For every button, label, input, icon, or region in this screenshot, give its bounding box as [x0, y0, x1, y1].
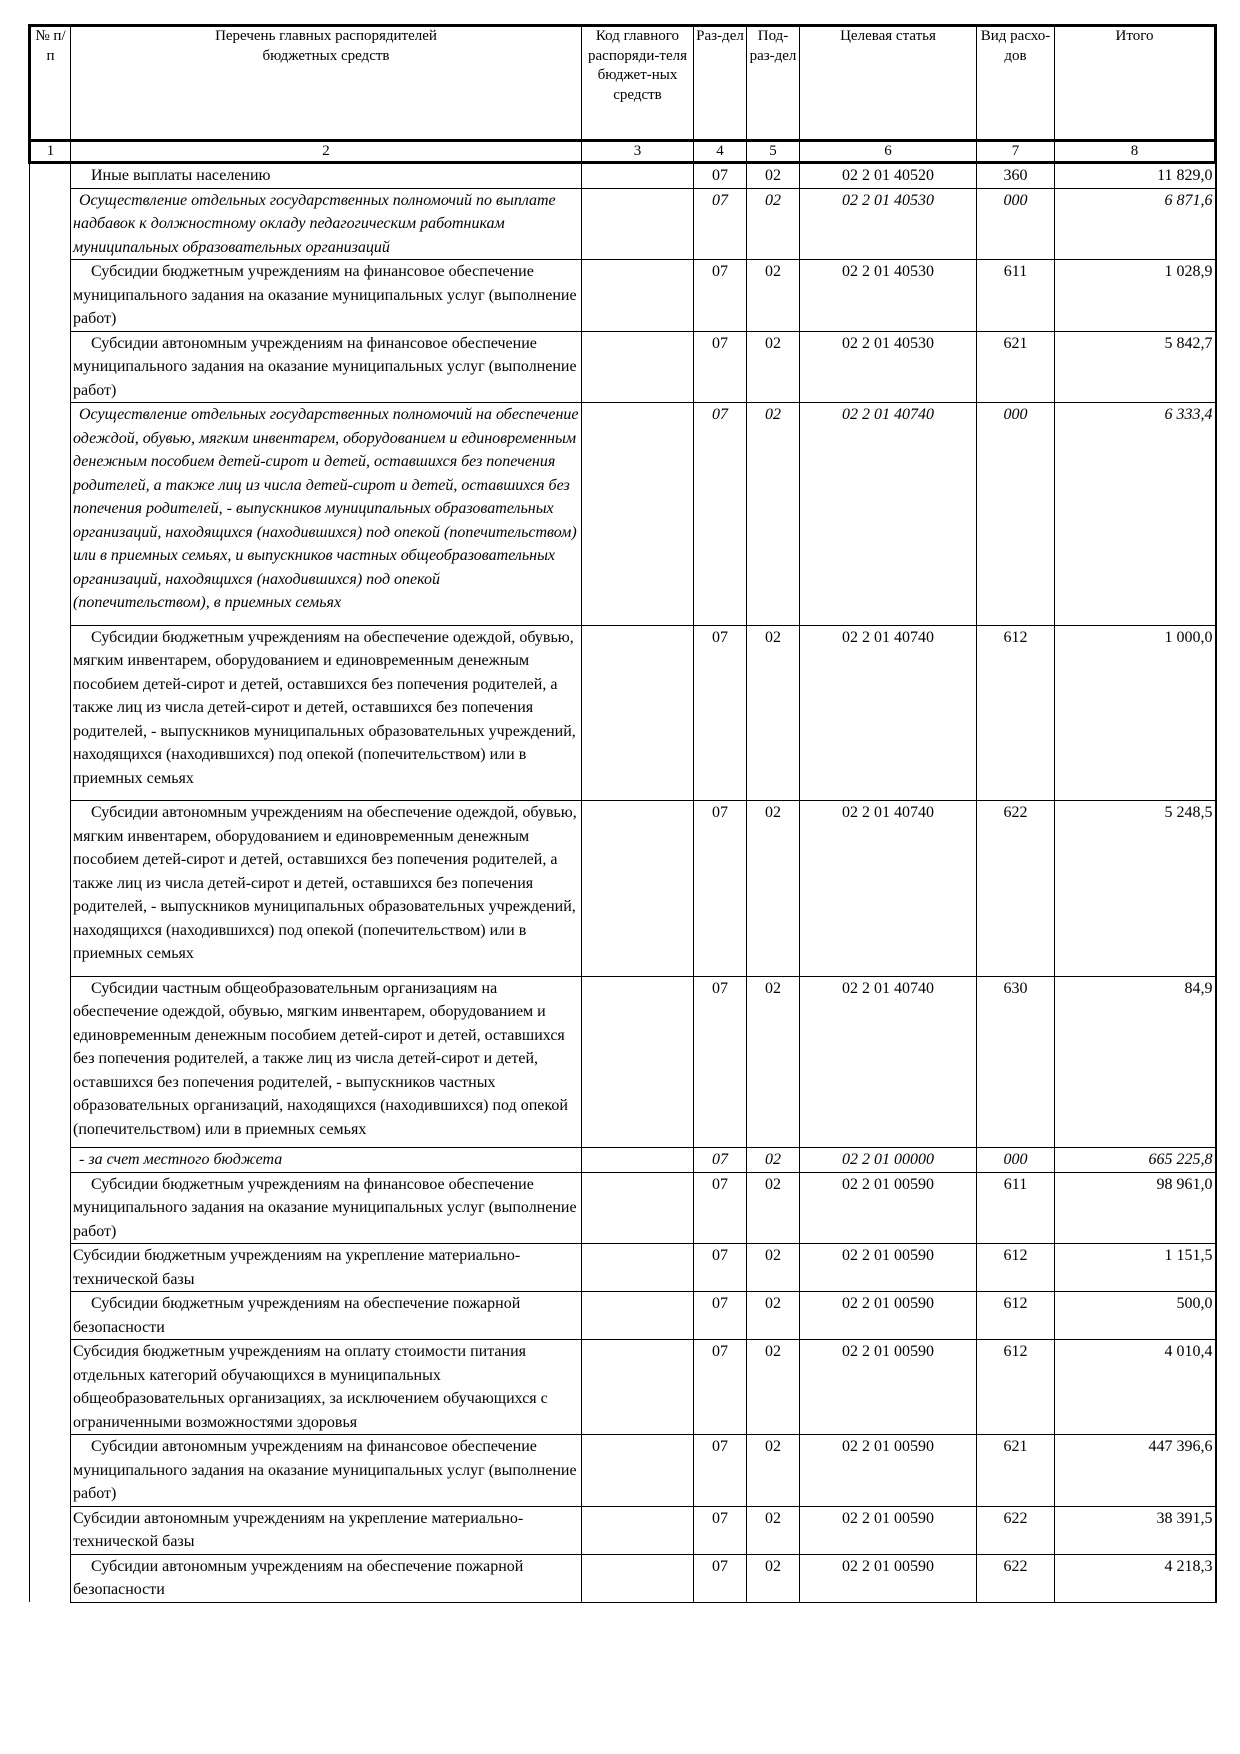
cell-name: - за счет местного бюджета	[71, 1148, 582, 1173]
cell-name: Субсидии бюджетным учреждениям на финансовое обеспечение муниципального задания на оказание муниципальных услуг (выполнение работ)	[71, 260, 582, 332]
table-row	[30, 1506, 1216, 1554]
cell-vr: 630	[977, 976, 1055, 1148]
cell-num	[30, 1172, 71, 1244]
column-number-row	[30, 141, 1216, 163]
cell-code	[582, 1435, 694, 1507]
cell-code	[582, 188, 694, 260]
cell-num	[30, 801, 71, 977]
cell-code	[582, 625, 694, 801]
cell-razdel: 07	[694, 1435, 747, 1507]
cell-vr: 000	[977, 188, 1055, 260]
cell-podrazdel: 02	[747, 1148, 800, 1173]
cell-name: Субсидии автономным учреждениям на обеспечение одеждой, обувью, мягким инвентарем, оборудованием и единовременным денежным пособием детей-сирот и детей, оставшихся без попечения родителей, а также лиц из числа детей-сирот и детей, оставшихся без попечения родителей, - выпускников муниципальных образовательных учреждений, находящихся (находившихся) под опекой (попечительством) или в приемных семьях	[71, 801, 582, 977]
cell-total: 4 218,3	[1055, 1554, 1216, 1602]
table-row	[30, 163, 1216, 189]
cell-target: 02 2 01 00000	[800, 1148, 977, 1173]
cell-podrazdel: 02	[747, 801, 800, 977]
table-row	[30, 1340, 1216, 1435]
header-vr: Вид расхо-дов	[977, 26, 1055, 141]
cell-vr: 612	[977, 625, 1055, 801]
header-razdel: Раз-дел	[694, 26, 747, 141]
cell-razdel: 07	[694, 331, 747, 403]
table-row	[30, 260, 1216, 332]
cell-podrazdel: 02	[747, 1554, 800, 1602]
colnum-7: 7	[977, 141, 1055, 163]
cell-target: 02 2 01 00590	[800, 1554, 977, 1602]
cell-razdel: 07	[694, 1148, 747, 1173]
cell-vr: 000	[977, 403, 1055, 626]
cell-target: 02 2 01 40530	[800, 260, 977, 332]
cell-total: 500,0	[1055, 1292, 1216, 1340]
table-row	[30, 331, 1216, 403]
cell-vr: 000	[977, 1148, 1055, 1173]
cell-code	[582, 1554, 694, 1602]
cell-num	[30, 188, 71, 260]
cell-name: Субсидии бюджетным учреждениям на обеспечение одеждой, обувью, мягким инвентарем, оборудованием и единовременным денежным пособием детей-сирот и детей, оставшихся без попечения родителей, а также лиц из числа детей-сирот и детей, оставшихся без попечения родителей, - выпускников муниципальных образовательных учреждений, находящихся (находившихся) под опекой (попечительством) или в приемных семьях	[71, 625, 582, 801]
cell-target: 02 2 01 00590	[800, 1506, 977, 1554]
cell-vr: 612	[977, 1292, 1055, 1340]
cell-num	[30, 403, 71, 626]
cell-code	[582, 331, 694, 403]
cell-num	[30, 1435, 71, 1507]
cell-name: Субсидии автономным учреждениям на укрепление материально-технической базы	[71, 1506, 582, 1554]
cell-podrazdel: 02	[747, 1172, 800, 1244]
cell-code	[582, 403, 694, 626]
cell-total: 1 000,0	[1055, 625, 1216, 801]
cell-code	[582, 1172, 694, 1244]
colnum-1: 1	[30, 141, 71, 163]
cell-podrazdel: 02	[747, 976, 800, 1148]
cell-vr: 622	[977, 801, 1055, 977]
cell-name: Субсидии бюджетным учреждениям на обеспечение пожарной безопасности	[71, 1292, 582, 1340]
cell-podrazdel: 02	[747, 1292, 800, 1340]
cell-podrazdel: 02	[747, 260, 800, 332]
table-row	[30, 976, 1216, 1148]
table-row	[30, 625, 1216, 801]
colnum-2: 2	[71, 141, 582, 163]
cell-num	[30, 163, 71, 189]
header-num: № п/п	[30, 26, 71, 141]
cell-razdel: 07	[694, 1340, 747, 1435]
cell-razdel: 07	[694, 188, 747, 260]
cell-total: 4 010,4	[1055, 1340, 1216, 1435]
cell-target: 02 2 01 40740	[800, 801, 977, 977]
table-row	[30, 1172, 1216, 1244]
cell-code	[582, 801, 694, 977]
cell-target: 02 2 01 40530	[800, 331, 977, 403]
cell-code	[582, 163, 694, 189]
cell-vr: 621	[977, 1435, 1055, 1507]
cell-target: 02 2 01 00590	[800, 1172, 977, 1244]
cell-num	[30, 1554, 71, 1602]
cell-podrazdel: 02	[747, 1435, 800, 1507]
cell-total: 665 225,8	[1055, 1148, 1216, 1173]
header-name-line1: Перечень главных распорядителей	[215, 28, 437, 44]
cell-num	[30, 976, 71, 1148]
cell-name: Субсидии бюджетным учреждениям на финансовое обеспечение муниципального задания на оказание муниципальных услуг (выполнение работ)	[71, 1172, 582, 1244]
cell-total: 38 391,5	[1055, 1506, 1216, 1554]
cell-num	[30, 1506, 71, 1554]
colnum-5: 5	[747, 141, 800, 163]
cell-podrazdel: 02	[747, 331, 800, 403]
colnum-4: 4	[694, 141, 747, 163]
cell-num	[30, 260, 71, 332]
cell-total: 98 961,0	[1055, 1172, 1216, 1244]
cell-target: 02 2 01 00590	[800, 1244, 977, 1292]
cell-name: Субсидии частным общеобразовательным организациям на обеспечение одеждой, обувью, мягким инвентарем, оборудованием и единовременным денежным пособием детей-сирот и детей, оставшихся без попечения родителей, а также лиц из числа детей-сирот и детей, оставшихся без попечения родителей, - выпускников частных образовательных организаций, находящихся (находившихся) под опекой (попечительством) или в приемных семьях	[71, 976, 582, 1148]
cell-razdel: 07	[694, 1292, 747, 1340]
cell-total: 447 396,6	[1055, 1435, 1216, 1507]
cell-code	[582, 260, 694, 332]
cell-num	[30, 1244, 71, 1292]
cell-target: 02 2 01 00590	[800, 1340, 977, 1435]
colnum-6: 6	[800, 141, 977, 163]
cell-target: 02 2 01 40520	[800, 163, 977, 189]
cell-num	[30, 625, 71, 801]
cell-vr: 360	[977, 163, 1055, 189]
cell-num	[30, 1340, 71, 1435]
cell-razdel: 07	[694, 163, 747, 189]
cell-podrazdel: 02	[747, 1340, 800, 1435]
cell-name: Субсидии бюджетным учреждениям на укрепление материально-технической базы	[71, 1244, 582, 1292]
cell-name: Осуществление отдельных государственных полномочий на обеспечение одеждой, обувью, мягким инвентарем, оборудованием и единовременным денежным пособием детей-сирот и детей, оставшихся без попечения родителей, а также лиц из числа детей-сирот и детей, оставшихся без попечения родителей, - выпускников муниципальных образовательных организаций, находящихся (находившихся) под опекой (попечительством) или в приемных семьях, и выпускников частных общеобразовательных организаций, находящихся (находившихся) под опекой (попечительством), в приемных семьях	[71, 403, 582, 626]
cell-razdel: 07	[694, 625, 747, 801]
cell-podrazdel: 02	[747, 1506, 800, 1554]
cell-razdel: 07	[694, 1244, 747, 1292]
table-row	[30, 188, 1216, 260]
cell-code	[582, 976, 694, 1148]
cell-razdel: 07	[694, 403, 747, 626]
cell-target: 02 2 01 40740	[800, 403, 977, 626]
cell-name: Иные выплаты населению	[71, 163, 582, 189]
cell-razdel: 07	[694, 260, 747, 332]
header-name	[71, 26, 582, 141]
cell-code	[582, 1340, 694, 1435]
cell-code	[582, 1244, 694, 1292]
cell-code	[582, 1506, 694, 1554]
cell-total: 6 871,6	[1055, 188, 1216, 260]
cell-name: Субсидии автономным учреждениям на финансовое обеспечение муниципального задания на оказание муниципальных услуг (выполнение работ)	[71, 1435, 582, 1507]
cell-podrazdel: 02	[747, 625, 800, 801]
colnum-8: 8	[1055, 141, 1216, 163]
cell-total: 84,9	[1055, 976, 1216, 1148]
cell-podrazdel: 02	[747, 163, 800, 189]
budget-document-page	[28, 24, 1214, 1603]
cell-code	[582, 1148, 694, 1173]
cell-vr: 622	[977, 1554, 1055, 1602]
header-name-line2: бюджетных средств	[262, 47, 390, 64]
cell-name: Субсидия бюджетным учреждениям на оплату стоимости питания отдельных категорий обучающихся в муниципальных общеобразовательных организациях, за исключением обучающихся с ограниченными возможностями здоровья	[71, 1340, 582, 1435]
table-row	[30, 403, 1216, 626]
cell-num	[30, 1148, 71, 1173]
cell-name: Осуществление отдельных государственных полномочий по выплате надбавок к должностному окладу педагогическим работникам муниципальных образовательных организаций	[71, 188, 582, 260]
cell-vr: 621	[977, 331, 1055, 403]
cell-razdel: 07	[694, 976, 747, 1148]
cell-name: Субсидии автономным учреждениям на обеспечение пожарной безопасности	[71, 1554, 582, 1602]
cell-razdel: 07	[694, 1554, 747, 1602]
header-total: Итого	[1055, 26, 1216, 141]
cell-name: Субсидии автономным учреждениям на финансовое обеспечение муниципального задания на оказание муниципальных услуг (выполнение работ)	[71, 331, 582, 403]
cell-vr: 612	[977, 1340, 1055, 1435]
cell-razdel: 07	[694, 1172, 747, 1244]
budget-table	[28, 24, 1217, 1603]
header-podrazdel: Под-раз-дел	[747, 26, 800, 141]
cell-razdel: 07	[694, 1506, 747, 1554]
cell-num	[30, 331, 71, 403]
table-row	[30, 1244, 1216, 1292]
cell-vr: 612	[977, 1244, 1055, 1292]
cell-code	[582, 1292, 694, 1340]
cell-num	[30, 1292, 71, 1340]
table-header-row	[30, 26, 1216, 141]
cell-total: 11 829,0	[1055, 163, 1216, 189]
header-code: Код главного распоряди-теля бюджет-ных средств	[582, 26, 694, 141]
cell-podrazdel: 02	[747, 188, 800, 260]
cell-total: 1 151,5	[1055, 1244, 1216, 1292]
cell-total: 6 333,4	[1055, 403, 1216, 626]
header-target: Целевая статья	[800, 26, 977, 141]
cell-total: 5 248,5	[1055, 801, 1216, 977]
table-row	[30, 1148, 1216, 1173]
colnum-3: 3	[582, 141, 694, 163]
table-row	[30, 1435, 1216, 1507]
cell-podrazdel: 02	[747, 1244, 800, 1292]
cell-vr: 611	[977, 260, 1055, 332]
cell-total: 1 028,9	[1055, 260, 1216, 332]
cell-target: 02 2 01 40530	[800, 188, 977, 260]
cell-target: 02 2 01 00590	[800, 1292, 977, 1340]
cell-total: 5 842,7	[1055, 331, 1216, 403]
cell-target: 02 2 01 40740	[800, 625, 977, 801]
cell-target: 02 2 01 40740	[800, 976, 977, 1148]
cell-vr: 622	[977, 1506, 1055, 1554]
table-row	[30, 1292, 1216, 1340]
table-row	[30, 1554, 1216, 1602]
cell-razdel: 07	[694, 801, 747, 977]
cell-target: 02 2 01 00590	[800, 1435, 977, 1507]
cell-vr: 611	[977, 1172, 1055, 1244]
cell-podrazdel: 02	[747, 403, 800, 626]
table-row	[30, 801, 1216, 977]
